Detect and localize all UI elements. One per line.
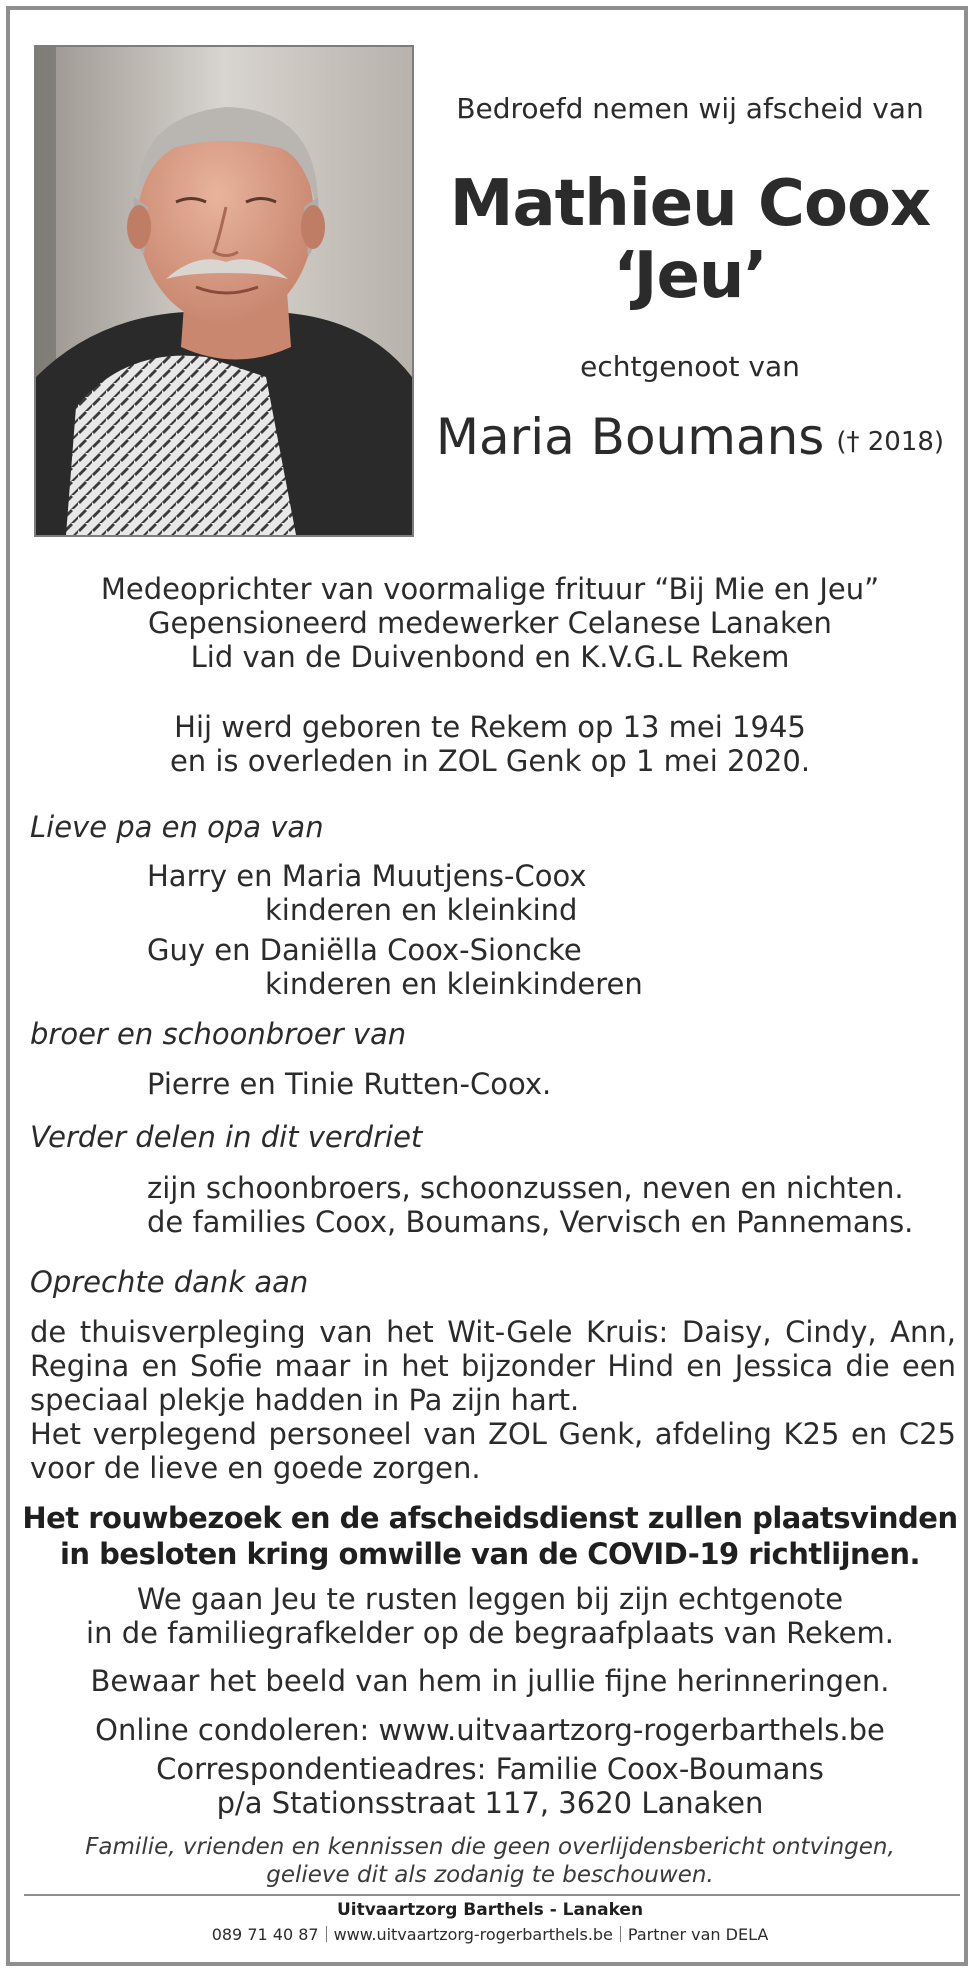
- footer-separator: [326, 1926, 327, 1942]
- remember-line: Bewaar het beeld van hem in jullie fijne herinneringen.: [90, 1664, 890, 1698]
- thanks-paragraph-1: de thuisverpleging van het Wit-Gele Kruis: Daisy, Cindy, Ann, Regina en Sofie maar in het bijzonder Hind en Jessica die een speciaal plekje hadden in Pa zijn hart.: [30, 1315, 956, 1417]
- spouse-name: Maria Boumans: [435, 408, 825, 466]
- address-line: Correspondentieadres: Familie Coox-Boumans: [156, 1752, 824, 1786]
- portrait-photo: [34, 45, 414, 537]
- footer-contact: [20, 1925, 960, 1944]
- deceased-name: [430, 168, 950, 312]
- spouse-prefix: echtgenoot van: [580, 350, 800, 383]
- family-heading: Lieve pa en opa van: [30, 810, 324, 844]
- birth-line: Hij werd geboren te Rekem op 13 mei 1945: [174, 710, 806, 744]
- deceased-nickname: ‘Jeu’: [613, 239, 767, 313]
- address-block: [20, 1752, 960, 1820]
- thanks-paragraph-2: Het verplegend personeel van ZOL Genk, afdeling K25 en C25 voor de lieve en goede zorgen.: [30, 1417, 956, 1485]
- funeral-home-name: Uitvaartzorg Barthels - Lanaken: [336, 1900, 644, 1920]
- covid-notice: [20, 1500, 960, 1572]
- notice-line: in besloten kring omwille van de COVID-19 richtlijnen.: [59, 1537, 921, 1571]
- footer-website[interactable]: www.uitvaartzorg-rogerbarthels.be: [333, 1925, 613, 1944]
- child1-role: kinderen en kleinkind: [265, 893, 578, 927]
- disclaimer-line: gelieve dit als zodanig te beschouwen.: [266, 1862, 714, 1888]
- child2-names: Guy en Daniëlla Coox-Sioncke: [147, 933, 582, 967]
- footer-divider: [24, 1894, 960, 1896]
- footer-phone: 089 71 40 87: [211, 1925, 319, 1944]
- burial-line: in de familiegrafkelder op de begraafplaats van Rekem.: [86, 1616, 894, 1650]
- child1-names: Harry en Maria Muutjens-Coox: [147, 859, 587, 893]
- siblings-names: Pierre en Tinie Rutten-Coox.: [147, 1067, 552, 1101]
- child2-role: kinderen en kleinkinderen: [265, 967, 643, 1001]
- footer-separator: [620, 1926, 621, 1942]
- siblings-heading: broer en schoonbroer van: [30, 1017, 407, 1051]
- bio-line: Medeoprichter van voormalige frituur “Bij Mie en Jeu”: [100, 572, 880, 606]
- portrait-illustration: [36, 47, 412, 535]
- spouse-line: [430, 408, 950, 466]
- deceased-full-name: Mathieu Coox: [449, 167, 931, 241]
- mourners-line1: zijn schoonbroers, schoonzussen, neven en nichten.: [147, 1171, 904, 1205]
- address-line: p/a Stationsstraat 117, 3620 Lanaken: [216, 1786, 764, 1820]
- bio-line: Lid van de Duivenbond en K.V.G.L Rekem: [190, 640, 790, 674]
- bio-block: [20, 572, 960, 674]
- bio-line: Gepensioneerd medewerker Celanese Lanaken: [148, 606, 832, 640]
- spouse-death-year: († 2018): [836, 427, 945, 457]
- birth-block: [20, 710, 960, 778]
- notice-line: Het rouwbezoek en de afscheidsdienst zullen plaatsvinden: [22, 1501, 958, 1535]
- burial-block: [20, 1582, 960, 1650]
- death-line: en is overleden in ZOL Genk op 1 mei 2020.: [169, 744, 811, 778]
- disclaimer-line: Familie, vrienden en kennissen die geen overlijdensbericht ontvingen,: [85, 1834, 895, 1860]
- mourners-line2: de families Coox, Boumans, Vervisch en Pannemans.: [147, 1205, 914, 1239]
- footer-partner: Partner van DELA: [627, 1925, 769, 1944]
- burial-line: We gaan Jeu te rusten leggen bij zijn echtgenote: [136, 1582, 844, 1616]
- disclaimer: [20, 1833, 960, 1889]
- mourners-heading: Verder delen in dit verdriet: [30, 1120, 423, 1154]
- intro-line: Bedroefd nemen wij afscheid van: [456, 92, 924, 125]
- thanks-heading: Oprechte dank aan: [30, 1265, 309, 1299]
- online-condolence-line: Online condoleren: www.uitvaartzorg-rogerbarthels.be: [95, 1713, 885, 1747]
